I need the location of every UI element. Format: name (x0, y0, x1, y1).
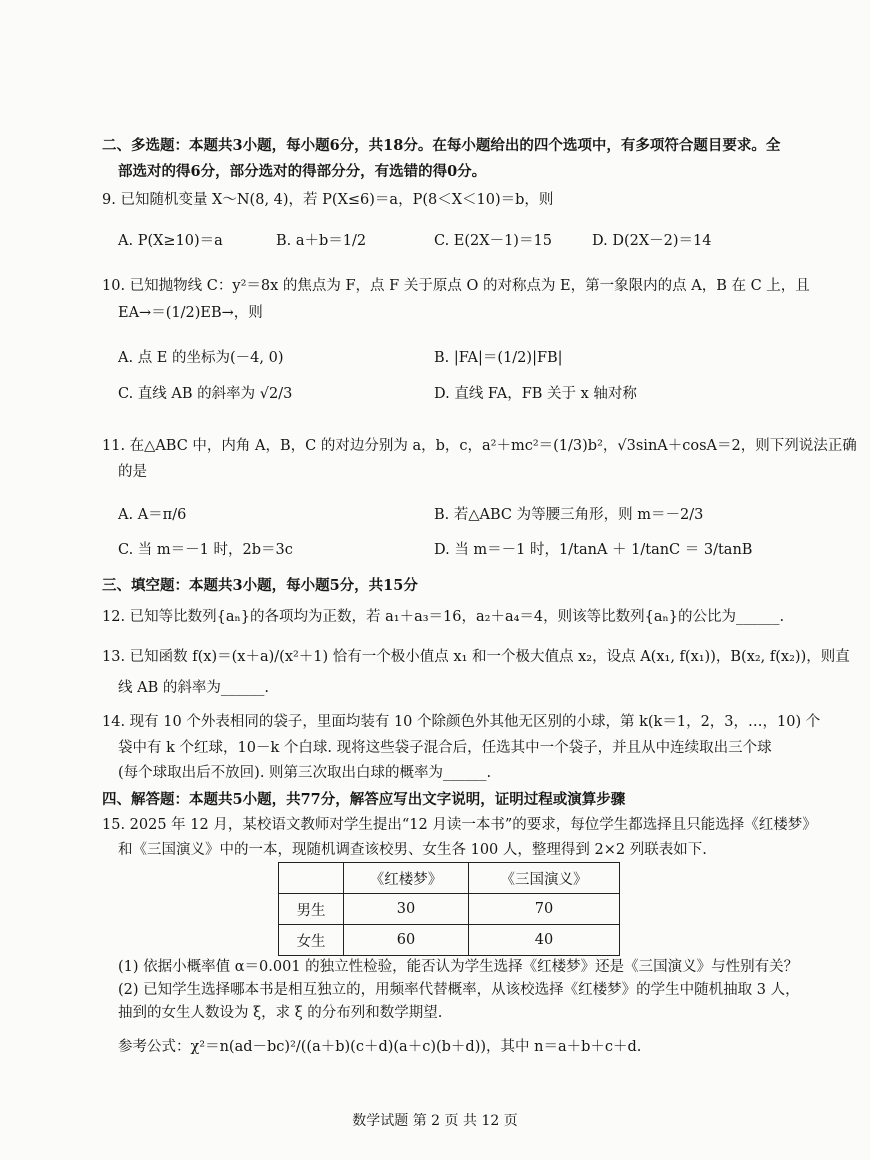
q10-stem-line1: 10. 已知抛物线 C：y²＝8x 的焦点为 F，点 F 关于原点 O 的对称点为 E，第一象限内的点 A，B 在 C 上，且 (102, 278, 810, 294)
q9-option-c: C. E(2X－1)＝15 (434, 233, 552, 249)
q9-option-d: D. D(2X－2)＝14 (592, 233, 712, 249)
section2-heading-line2: 部选对的得6分，部分选对的得部分分，有选错的得0分。 (118, 163, 487, 180)
q13-stem-line2: 线 AB 的斜率为______. (118, 680, 269, 696)
section2-heading-line1: 二、多选题：本题共3小题，每小题6分，共18分。在每小题给出的四个选项中，有多项符合题目要求。全 (102, 137, 781, 154)
table-row (279, 925, 620, 956)
section3-heading: 三、填空题：本题共3小题，每小题5分，共15分 (102, 577, 418, 594)
q9-option-a: A. P(X≥10)＝a (118, 233, 223, 249)
q9-option-b: B. a＋b＝1/2 (276, 233, 367, 249)
contingency-table (278, 862, 620, 956)
table-header-cell (279, 863, 344, 894)
table-cell: 30 (344, 894, 469, 925)
q13-stem-line1: 13. 已知函数 f(x)＝(x＋a)/(x²＋1) 恰有一个极小值点 x₁ 和一个极大值点 x₂，设点 A(x₁, f(x₁))，B(x₂, f(x₂))，则直 (102, 649, 850, 665)
q11-option-b: B. 若△ABC 为等腰三角形，则 m＝－2/3 (434, 507, 704, 523)
q11-option-a: A. A＝π/6 (118, 507, 187, 523)
table-cell: 40 (469, 925, 620, 956)
q15-part1: (1) 依据小概率值 α＝0.001 的独立性检验，能否认为学生选择《红楼梦》还是《三国演义》与性别有关？ (118, 959, 799, 975)
section4-heading: 四、解答题：本题共5小题，共77分，解答应写出文字说明，证明过程或演算步骤 (102, 791, 626, 808)
q15-stem-line1: 15. 2025 年 12 月，某校语文教师对学生提出“12 月读一本书”的要求，每位学生都选择且只能选择《红楼梦》 (102, 817, 817, 833)
table-cell: 70 (469, 894, 620, 925)
table-cell: 60 (344, 925, 469, 956)
q10-option-c: C. 直线 AB 的斜率为 √2/3 (118, 386, 293, 402)
page-footer: 数学试题 第 2 页 共 12 页 (352, 1113, 518, 1129)
table-row (279, 894, 620, 925)
q10-option-a: A. 点 E 的坐标为(－4, 0) (118, 350, 284, 366)
q15-stem-line2: 和《三国演义》中的一本，现随机调查该校男、女生各 100 人，整理得到 2×2 列联表如下. (118, 842, 707, 858)
q10-stem-line2: EA→＝(1/2)EB→，则 (118, 305, 263, 321)
q11-stem-line1: 11. 在△ABC 中，内角 A，B，C 的对边分别为 a，b，c，a²＋mc²＝(1/3)b²，√3sinA＋cosA＝2，则下列说法正确 (102, 438, 857, 454)
q14-stem-line1: 14. 现有 10 个外表相同的袋子，里面均装有 10 个除颜色外其他无区别的小球，第 k(k＝1，2，3，…，10) 个 (102, 714, 821, 730)
q11-option-c: C. 当 m＝－1 时，2b＝3c (118, 542, 293, 558)
q12-stem: 12. 已知等比数列{aₙ}的各项均为正数，若 a₁＋a₃＝16，a₂＋a₄＝4，则该等比数列{aₙ}的公比为______. (102, 609, 785, 625)
q15-part2-line1: (2) 已知学生选择哪本书是相互独立的，用频率代替概率，从该校选择《红楼梦》的学生中随机抽取 3 人， (118, 982, 800, 998)
table-header-row (279, 863, 620, 894)
q11-option-d: D. 当 m＝－1 时，1/tanA ＋ 1/tanC ＝ 3/tanB (434, 542, 753, 558)
table-cell: 男生 (279, 894, 344, 925)
q11-stem-line2: 的是 (118, 464, 147, 480)
q10-option-d: D. 直线 FA，FB 关于 x 轴对称 (434, 386, 637, 402)
q14-stem-line2: 袋中有 k 个红球，10－k 个白球. 现将这些袋子混合后，任选其中一个袋子，并且从中连续取出三个球 (118, 740, 772, 756)
q15-formula: 参考公式：χ²＝n(ad－bc)²/((a＋b)(c＋d)(a＋c)(b＋d))，其中 n＝a＋b＋c＋d. (118, 1039, 642, 1055)
q14-stem-line3: (每个球取出后不放回). 则第三次取出白球的概率为______. (118, 765, 492, 781)
table-cell: 女生 (279, 925, 344, 956)
q15-part2-line2: 抽到的女生人数设为 ξ，求 ξ 的分布列和数学期望. (118, 1005, 443, 1021)
q9-stem: 9. 已知随机变量 X～N(8, 4)，若 P(X≤6)＝a，P(8＜X＜10)＝b，则 (102, 192, 554, 208)
q10-option-b: B. |FA|＝(1/2)|FB| (434, 350, 563, 366)
table-header-cell: 《三国演义》 (469, 863, 620, 894)
table-header-cell: 《红楼梦》 (344, 863, 469, 894)
